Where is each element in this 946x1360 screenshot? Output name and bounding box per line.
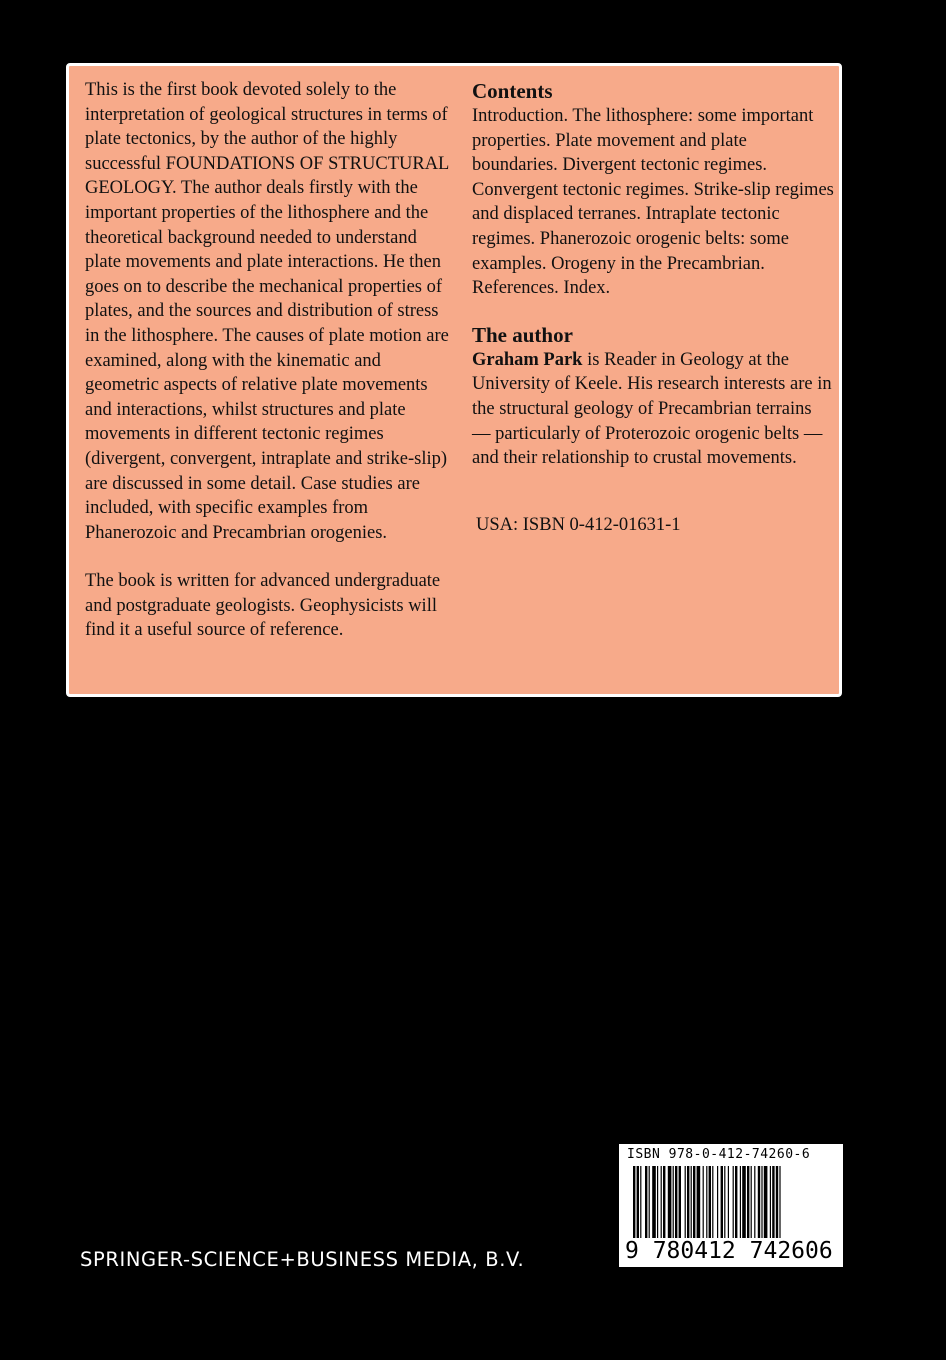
description-paragraph-2: The book is written for advanced undergraduate and postgraduate geologists. Geophysicists will find it a useful source of reference. [85,571,441,641]
barcode-bar [724,1166,725,1238]
barcode-bar [637,1166,639,1238]
barcode-bar [779,1166,780,1238]
barcode-bar [661,1166,662,1238]
barcode-bar [652,1166,656,1238]
barcode-bar [758,1166,760,1238]
barcode-bar [633,1166,635,1238]
author-heading: The author [472,322,573,347]
barcode-bar [703,1166,704,1238]
info-column [472,78,834,537]
isbn-usa: USA: ISBN 0-412-01631-1 [476,514,681,535]
barcode-bar [679,1166,681,1238]
back-cover-panel [66,63,842,697]
barcode-bar [673,1166,674,1238]
barcode-bar [761,1166,762,1238]
barcode-bar [663,1166,665,1238]
barcode-bar [691,1166,692,1238]
barcode-isbn-label: ISBN 978-0-412-74260-6 [627,1147,811,1162]
barcode-bar [697,1166,701,1238]
barcode-bar [728,1166,729,1238]
barcode-bar [751,1166,752,1238]
contents-heading: Contents [472,79,553,103]
barcode-bar [747,1166,749,1238]
barcode-bar [675,1166,677,1238]
barcode-bar [668,1166,672,1238]
barcode-bar [685,1166,686,1238]
barcode-bar [712,1166,713,1238]
barcode-bar [693,1166,695,1238]
barcode-bar [645,1166,647,1238]
barcode-bar [649,1166,650,1238]
barcode-bar [687,1166,689,1238]
barcode-bar [770,1166,771,1238]
barcode-bar [742,1166,746,1238]
barcode-bar [640,1166,641,1238]
publisher-name: SPRINGER-SCIENCE+BUSINESS MEDIA, B.V. [80,1248,525,1271]
barcode-bar [764,1166,768,1238]
barcode-bar [754,1166,755,1238]
barcode-bar [776,1166,778,1238]
barcode-bar [717,1166,718,1238]
barcode-bar [706,1166,707,1238]
barcode-bar [740,1166,741,1238]
author-name: Graham Park [472,349,583,370]
barcode-bar [772,1166,774,1238]
barcode-bar [733,1166,734,1238]
description-column [85,78,455,643]
description-paragraph-1: This is the first book devoted solely to the interpretation of geological structures in terms of plate tectonics, by the author of the highly successful FOUNDATIONS OF STRUCTURAL GEOLOGY. The author deals firstly with the important properties of the lithosphere and the theoretical background needed to understand plate movements and plate interactions. He then goes on to describe the mechanical properties of plates, and the sources and distribution of stress in the lithosphere. The causes of plate motion are examined, along with the kinematic and geometric aspects of relative plate movements and interactions, whilst structures and plate movements in different tectonic regimes (divergent, convergent, intraplate and strike-slip) are discussed in some detail. Case studies are included, with specific examples from Phanerozoic and Precambrian orogenies. [85,80,449,543]
author-bio-text: is Reader in Geology at the University of Keele. His research interests are in the structural geology of Precambrian terrains — particularly of Proterozoic orogenic belts — and their relationship to crustal movements. [472,349,832,469]
contents-text: Introduction. The lithosphere: some important properties. Plate movement and plate boundaries. Divergent tectonic regimes. Convergent tectonic regimes. Strike-slip regimes and displaced terranes. Intraplate tectonic regimes. Phanerozoic orogenic belts: some examples. Orogeny in the Precambrian. References. Index. [472,106,834,299]
isbn-barcode [619,1144,843,1267]
barcode-bar [721,1166,723,1238]
barcode-digits: 9 780412 742606 [625,1238,833,1264]
author-bio [472,348,834,471]
barcode-bar [657,1166,658,1238]
barcode-bar [735,1166,737,1238]
barcode-bar [709,1166,711,1238]
